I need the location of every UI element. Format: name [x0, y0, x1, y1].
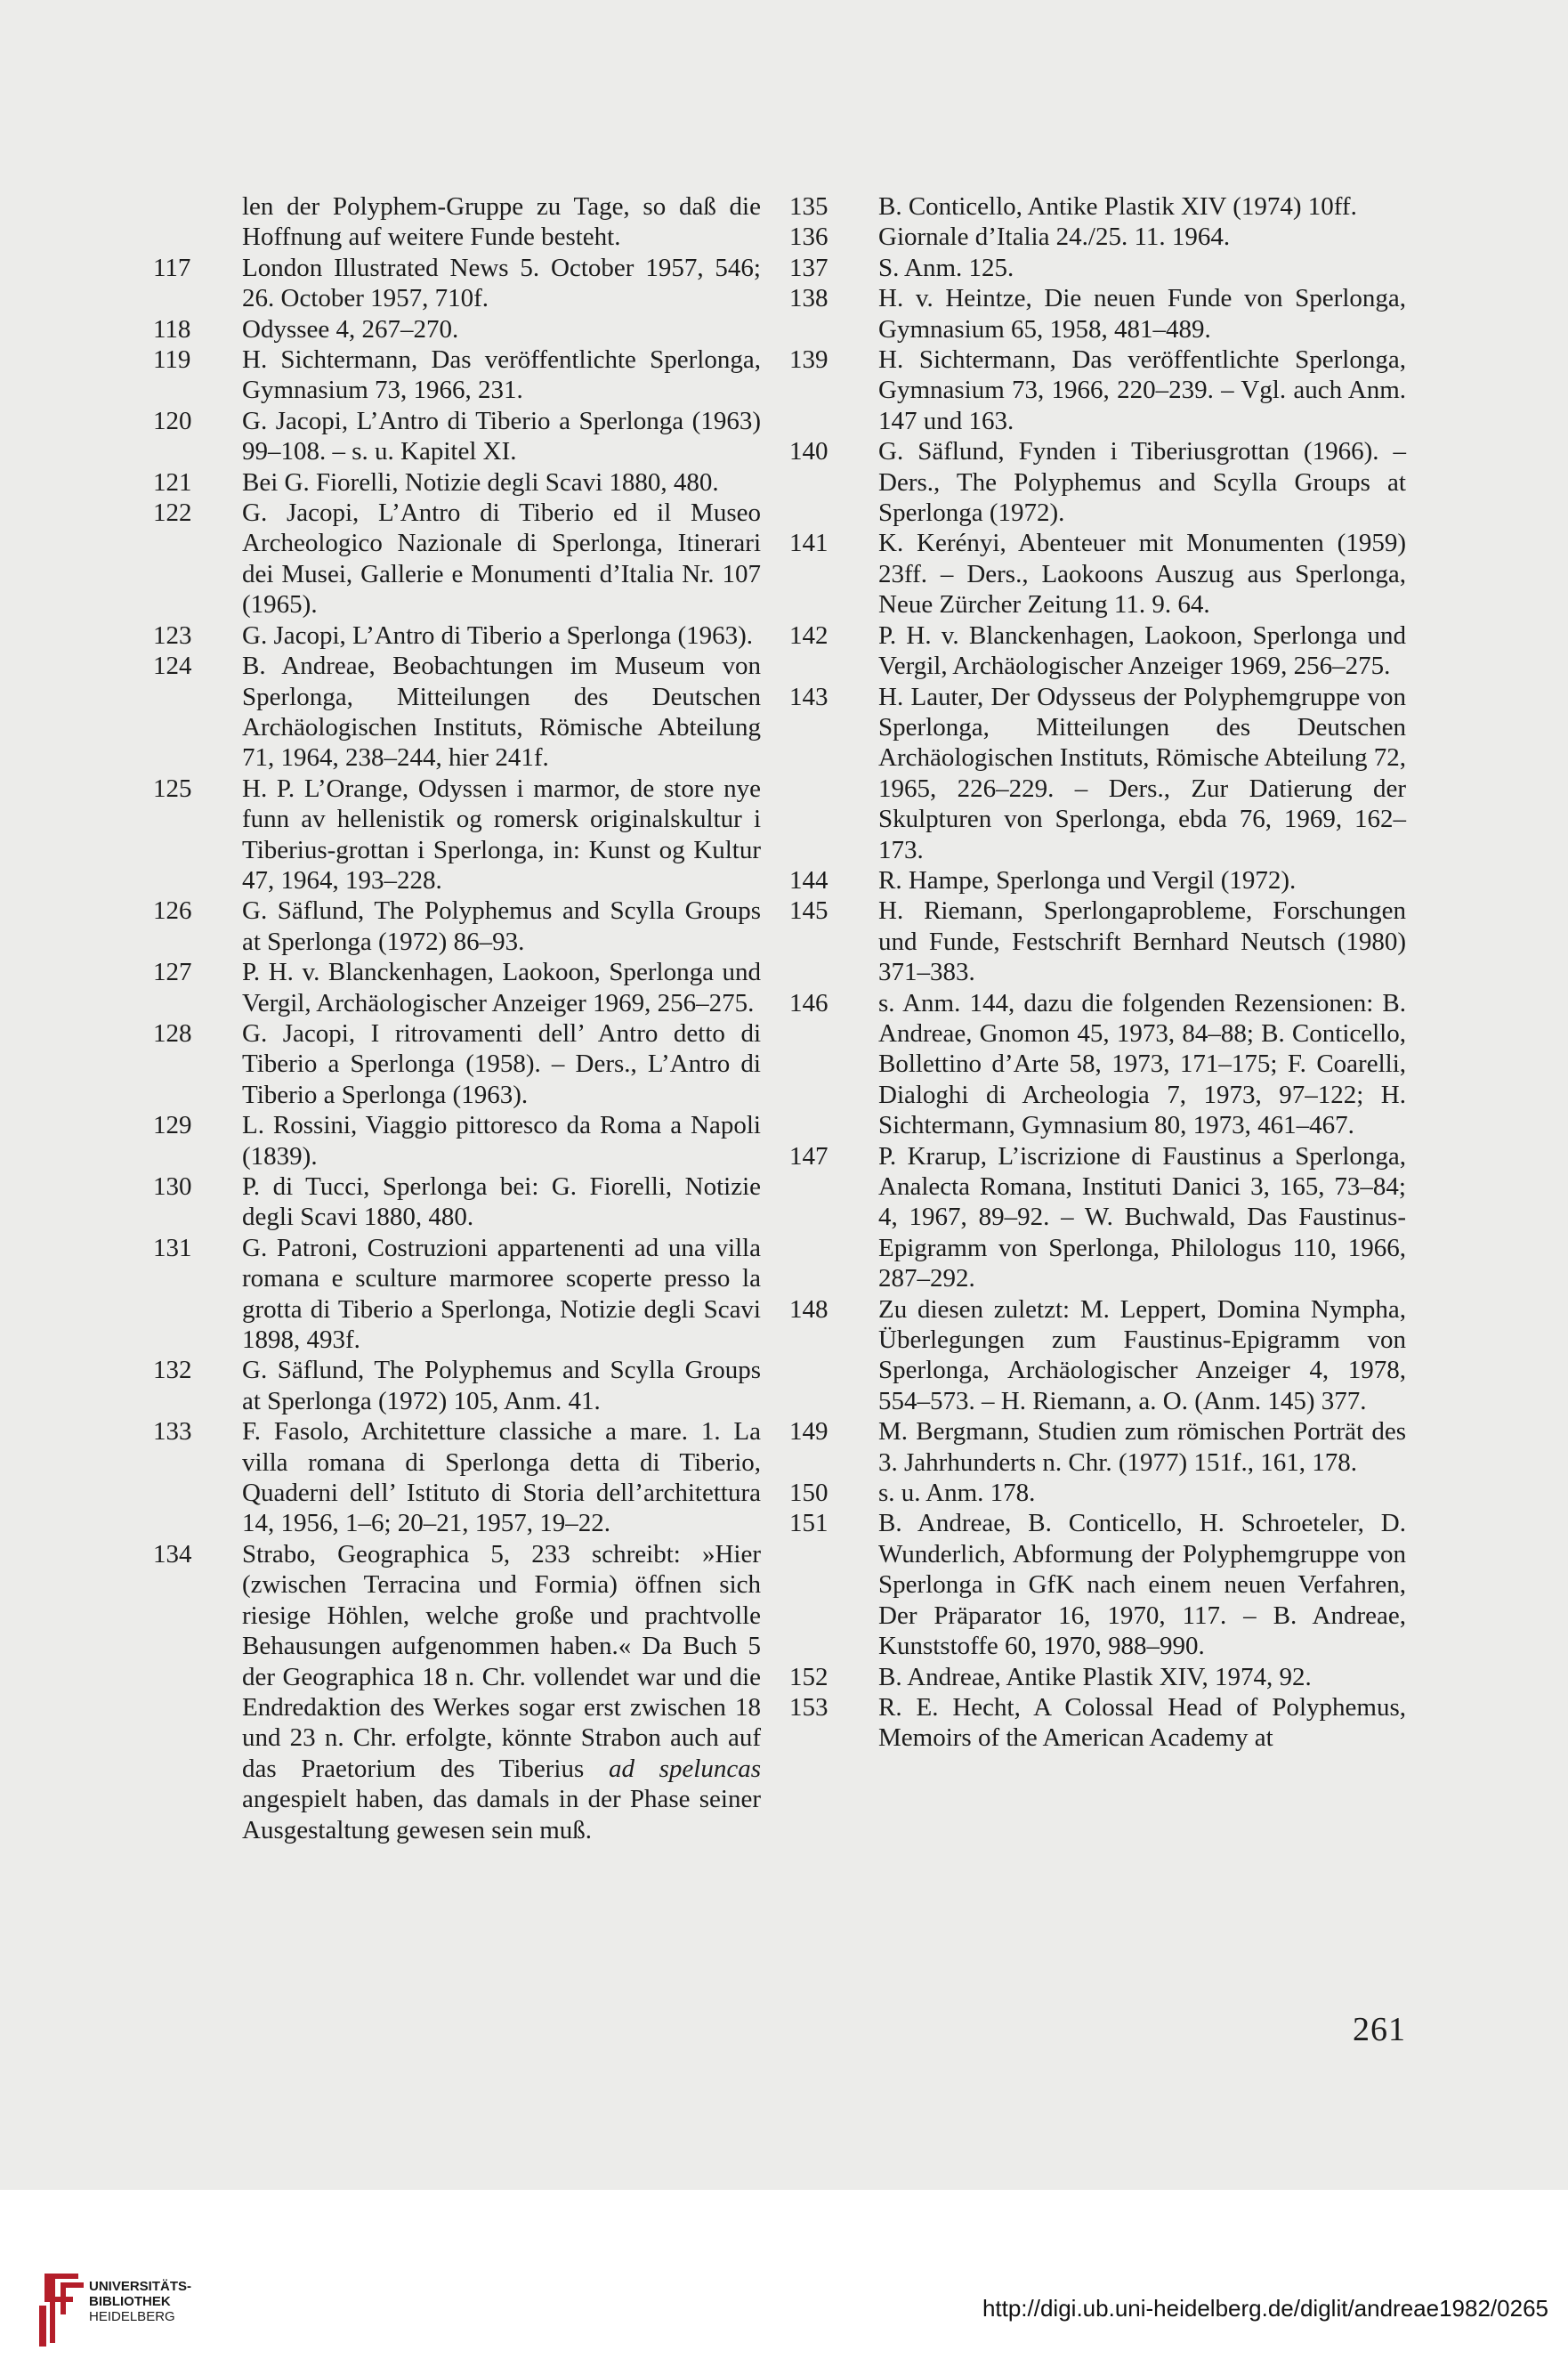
- footnote: [789, 682, 1406, 865]
- footnote-number: 146: [789, 988, 828, 1017]
- footnote-number: 149: [789, 1417, 828, 1447]
- footnote: [153, 253, 761, 314]
- footnote-number: 140: [789, 437, 828, 466]
- footnote-number: 130: [153, 1172, 192, 1201]
- library-name-line2: BIBLIOTHEK: [89, 2294, 171, 2309]
- footnote-text: G. Jacopi, I ritrovamenti dell’ Antro detto di Tiberio a Sperlonga (1958). – Ders., L’Antro di Tiberio a Sperlonga (1963).: [242, 1018, 761, 1109]
- footnote: [789, 1662, 1406, 1692]
- footnote-text: F. Fasolo, Architetture classiche a mare. 1. La villa romana di Sperlonga detta di Tiberio, Quaderni dell’ Istituto di Storia dell’architettura 14, 1956, 1–6; 20–21, 1957, 19–22.: [242, 1417, 761, 1538]
- footnote: [153, 1539, 761, 1845]
- footnote: [153, 498, 761, 620]
- footnote-text: G. Säflund, The Polyphemus and Scylla Groups at Sperlonga (1972) 86–93.: [242, 896, 761, 956]
- footnote-text: H. Sichtermann, Das veröffentlichte Sperlonga, Gymnasium 73, 1966, 220–239. – Vgl. auch Anm. 147 und 163.: [878, 345, 1406, 435]
- footnote-number: 123: [153, 620, 192, 650]
- footnote-number: 143: [789, 682, 828, 711]
- footnote: [789, 1416, 1406, 1478]
- footnote: [153, 344, 761, 406]
- footnote: [789, 1478, 1406, 1508]
- footnote-number: 145: [789, 896, 828, 926]
- footnote-text: M. Bergmann, Studien zum römischen Porträt des 3. Jahrhunderts n. Chr. (1977) 151f., 161, 178.: [878, 1417, 1406, 1477]
- footnote-text: G. Säflund, The Polyphemus and Scylla Groups at Sperlonga (1972) 105, Anm. 41.: [242, 1356, 761, 1415]
- footnote-text: len der Polyphem-Gruppe zu Tage, so daß die Hoffnung auf weitere Funde besteht.: [242, 192, 761, 252]
- footnote-number: 120: [153, 406, 192, 435]
- library-name-line1: UNIVERSITÄTS-: [89, 2279, 192, 2294]
- library-name: [89, 2279, 191, 2324]
- footnote-number: 135: [789, 192, 828, 221]
- library-name-line3: HEIDELBERG: [89, 2309, 175, 2324]
- footnote-text: B. Andreae, Antike Plastik XIV, 1974, 92.: [878, 1662, 1312, 1691]
- footnote-text: P. Krarup, L’iscrizione di Faustinus a Sperlonga, Analecta Romana, Instituti Danici 3, 165, 73–84; 4, 1967, 89–92. – W. Buchwald, Das Faustinus-Epigramm von Sperlonga, Philologus 110, 1966, 287–292.: [878, 1141, 1406, 1293]
- footnote: [789, 896, 1406, 987]
- footnote-number: 151: [789, 1509, 828, 1538]
- right-column: [789, 191, 1406, 1754]
- footnote: [153, 314, 761, 344]
- footnote-text: Bei G. Fiorelli, Notizie degli Scavi 1880, 480.: [242, 467, 719, 497]
- footnote-number: 153: [789, 1692, 828, 1722]
- footnote: [789, 1692, 1406, 1754]
- footnote-text: Zu diesen zuletzt: M. Leppert, Domina Nympha, Überlegungen zum Faustinus-Epigramm von Sperlonga, Archäologischer Anzeiger 4, 1978, 554–573. – H. Riemann, a. O. (Anm. 145) 377.: [878, 1294, 1406, 1415]
- left-column: [153, 191, 761, 1845]
- footnote: [789, 253, 1406, 283]
- footnote-text: B. Andreae, B. Conticello, H. Schroeteler, D. Wunderlich, Abformung der Polyphemgruppe von Sperlonga in GfK nach einem neuen Verfahren, Der Präparator 16, 1970, 117. – B. Andreae, Kunststoffe 60, 1970, 988–990.: [878, 1509, 1406, 1661]
- footnote: [153, 1171, 761, 1233]
- footnote: [789, 1294, 1406, 1417]
- footnote-text: s. Anm. 144, dazu die folgenden Rezensionen: B. Andreae, Gnomon 45, 1973, 84–88; B. Conticello, Bollettino d’Arte 58, 1973, 171–175; F. Coarelli, Dialoghi di Archeologia 7, 1973, 97–122; H. Sichtermann, Gymnasium 80, 1973, 461–467.: [878, 988, 1406, 1140]
- footnote: [153, 1233, 761, 1356]
- footnote: [789, 222, 1406, 252]
- footnote-text: P. di Tucci, Sperlonga bei: G. Fiorelli, Notizie degli Scavi 1880, 480.: [242, 1172, 761, 1232]
- footnote: [153, 1416, 761, 1539]
- source-url-link[interactable]: http://digi.ub.uni-heidelberg.de/diglit/andreae1982/0265: [982, 2295, 1548, 2322]
- footnote-text: H. Lauter, Der Odysseus der Polyphemgruppe von Sperlonga, Mitteilungen des Deutschen Archäologischen Instituts, Römische Abteilung 72, 1965, 226–229. – Ders., Zur Datierung der Skulpturen von Sperlonga, ebda 76, 1969, 162–173.: [878, 682, 1406, 864]
- footnote-text: K. Kerényi, Abenteuer mit Monumenten (1959) 23ff. – Ders., Laokoons Auszug aus Sperlonga, Neue Zürcher Zeitung 11. 9. 64.: [878, 529, 1406, 620]
- footnote: [153, 1110, 761, 1171]
- footnote: [789, 436, 1406, 528]
- footnote-text: P. H. v. Blanckenhagen, Laokoon, Sperlonga und Vergil, Archäologischer Anzeiger 1969, 256–275.: [878, 620, 1406, 681]
- footnote-number: 150: [789, 1479, 828, 1508]
- footnote: [153, 774, 761, 896]
- footnote: [153, 1355, 761, 1416]
- footnote-text: G. Patroni, Costruzioni appartenenti ad una villa romana e sculture marmoree scoperte presso la grotta di Tiberio a Sperlonga, Notizie degli Scavi 1898, 493f.: [242, 1233, 761, 1355]
- footnote-number: 142: [789, 620, 828, 650]
- footnote: [153, 620, 761, 651]
- footnote-text: H. Sichtermann, Das veröffentlichte Sperlonga, Gymnasium 73, 1966, 231.: [242, 345, 761, 405]
- footnote-number: 128: [153, 1018, 192, 1048]
- footnote-number: 134: [153, 1539, 192, 1568]
- footnote-text: Strabo, Geographica 5, 233 schreibt: »Hier (zwischen Terracina und Formia) öffnen sich riesige Höhlen, welche große und prachtvolle Behausungen aufgenommen haben.« Da Buch 5 der Geographica 18 n. Chr. vollendet war und die Endredaktion des Werkes sogar erst zwischen 18 und 23 n. Chr. erfolgte, könnte Strabon auch auf das Praetorium des Tiberius ad speluncas angespielt haben, das damals in der Phase seiner Ausgestaltung gewesen sein muß.: [242, 1539, 761, 1844]
- footnote-number: 119: [153, 345, 191, 375]
- footnote-number: 148: [789, 1294, 828, 1324]
- footnote-number: 139: [789, 345, 828, 375]
- footnote-text: s. u. Anm. 178.: [878, 1479, 1036, 1508]
- page-number: 261: [1353, 2011, 1406, 2048]
- footnote: [153, 651, 761, 774]
- footnote-text: P. H. v. Blanckenhagen, Laokoon, Sperlonga und Vergil, Archäologischer Anzeiger 1969, 256–275.: [242, 958, 761, 1017]
- footnote: [789, 344, 1406, 436]
- footnote-text: G. Säflund, Fynden i Tiberiusgrottan (1966). – Ders., The Polyphemus and Scylla Groups at Sperlonga (1972).: [878, 437, 1406, 528]
- footnote: [153, 957, 761, 1018]
- footnote-text: H. v. Heintze, Die neuen Funde von Sperlonga, Gymnasium 65, 1958, 481–489.: [878, 284, 1406, 344]
- footnote: [789, 1141, 1406, 1294]
- footnote-text: H. P. L’Orange, Odyssen i marmor, de store nye funn av hellenistik og romersk originalskultur i Tiberius-grottan i Sperlonga, in: Kunst og Kultur 47, 1964, 193–228.: [242, 774, 761, 895]
- footnote: [789, 620, 1406, 682]
- footnote: [153, 406, 761, 467]
- footnote-text: L. Rossini, Viaggio pittoresco da Roma a Napoli (1839).: [242, 1111, 761, 1171]
- footnote-number: 126: [153, 896, 192, 926]
- footnote: [789, 191, 1406, 222]
- footnote-text: Giornale d’Italia 24./25. 11. 1964.: [878, 223, 1231, 252]
- footnote-number: 125: [153, 774, 192, 803]
- library-logo-icon: [36, 2270, 85, 2347]
- footnote-number: 121: [153, 467, 192, 497]
- footnote: [789, 283, 1406, 344]
- footnote-text: G. Jacopi, L’Antro di Tiberio a Sperlonga (1963).: [242, 620, 754, 650]
- footnote-number: 132: [153, 1356, 192, 1385]
- footnote: [789, 528, 1406, 620]
- footnote-number: 141: [789, 529, 828, 558]
- footnote-text: B. Conticello, Antike Plastik XIV (1974) 10ff.: [878, 192, 1357, 221]
- footnote-text: H. Riemann, Sperlongaprobleme, Forschungen und Funde, Festschrift Bernhard Neutsch (1980) 371–383.: [878, 896, 1406, 987]
- footnote: [153, 896, 761, 957]
- footnote-text: R. E. Hecht, A Colossal Head of Polyphemus, Memoirs of the American Academy at: [878, 1692, 1406, 1753]
- footnote: [789, 1508, 1406, 1661]
- footnote-text: G. Jacopi, L’Antro di Tiberio ed il Museo Archeologico Nazionale di Sperlonga, Itinerari dei Musei, Gallerie e Monumenti d’Italia Nr. 107 (1965).: [242, 499, 761, 620]
- footnote-text: S. Anm. 125.: [878, 253, 1014, 282]
- footer: [0, 2190, 1568, 2375]
- footnote-text: B. Andreae, Beobachtungen im Museum von Sperlonga, Mitteilungen des Deutschen Archäologischen Instituts, Römische Abteilung 71, 1964, 238–244, hier 241f.: [242, 652, 761, 773]
- footnote: [789, 865, 1406, 896]
- footnote-number: 138: [789, 284, 828, 313]
- footnote: [153, 191, 761, 253]
- footnote-text: R. Hampe, Sperlonga und Vergil (1972).: [878, 865, 1297, 895]
- footnote: [153, 467, 761, 498]
- footnote-number: 133: [153, 1417, 192, 1447]
- footnote-number: 122: [153, 499, 192, 528]
- footnote-number: 137: [789, 253, 828, 282]
- footnote-number: 129: [153, 1111, 192, 1140]
- footnote-number: 152: [789, 1662, 828, 1691]
- footnote-text: G. Jacopi, L’Antro di Tiberio a Sperlonga (1963) 99–108. – s. u. Kapitel XI.: [242, 406, 761, 466]
- footnote-number: 147: [789, 1141, 828, 1171]
- footnote-number: 117: [153, 253, 191, 282]
- footnote-text: London Illustrated News 5. October 1957, 546; 26. October 1957, 710f.: [242, 253, 761, 313]
- footnote-number: 118: [153, 314, 191, 344]
- footnote-number: 131: [153, 1233, 192, 1262]
- footnote: [153, 1018, 761, 1110]
- footnote-number: 127: [153, 958, 192, 987]
- footnote: [789, 988, 1406, 1141]
- footnote-number: 136: [789, 223, 828, 252]
- footnote-number: 124: [153, 652, 192, 681]
- footnote-number: 144: [789, 865, 828, 895]
- footnote-text: Odyssee 4, 267–270.: [242, 314, 459, 344]
